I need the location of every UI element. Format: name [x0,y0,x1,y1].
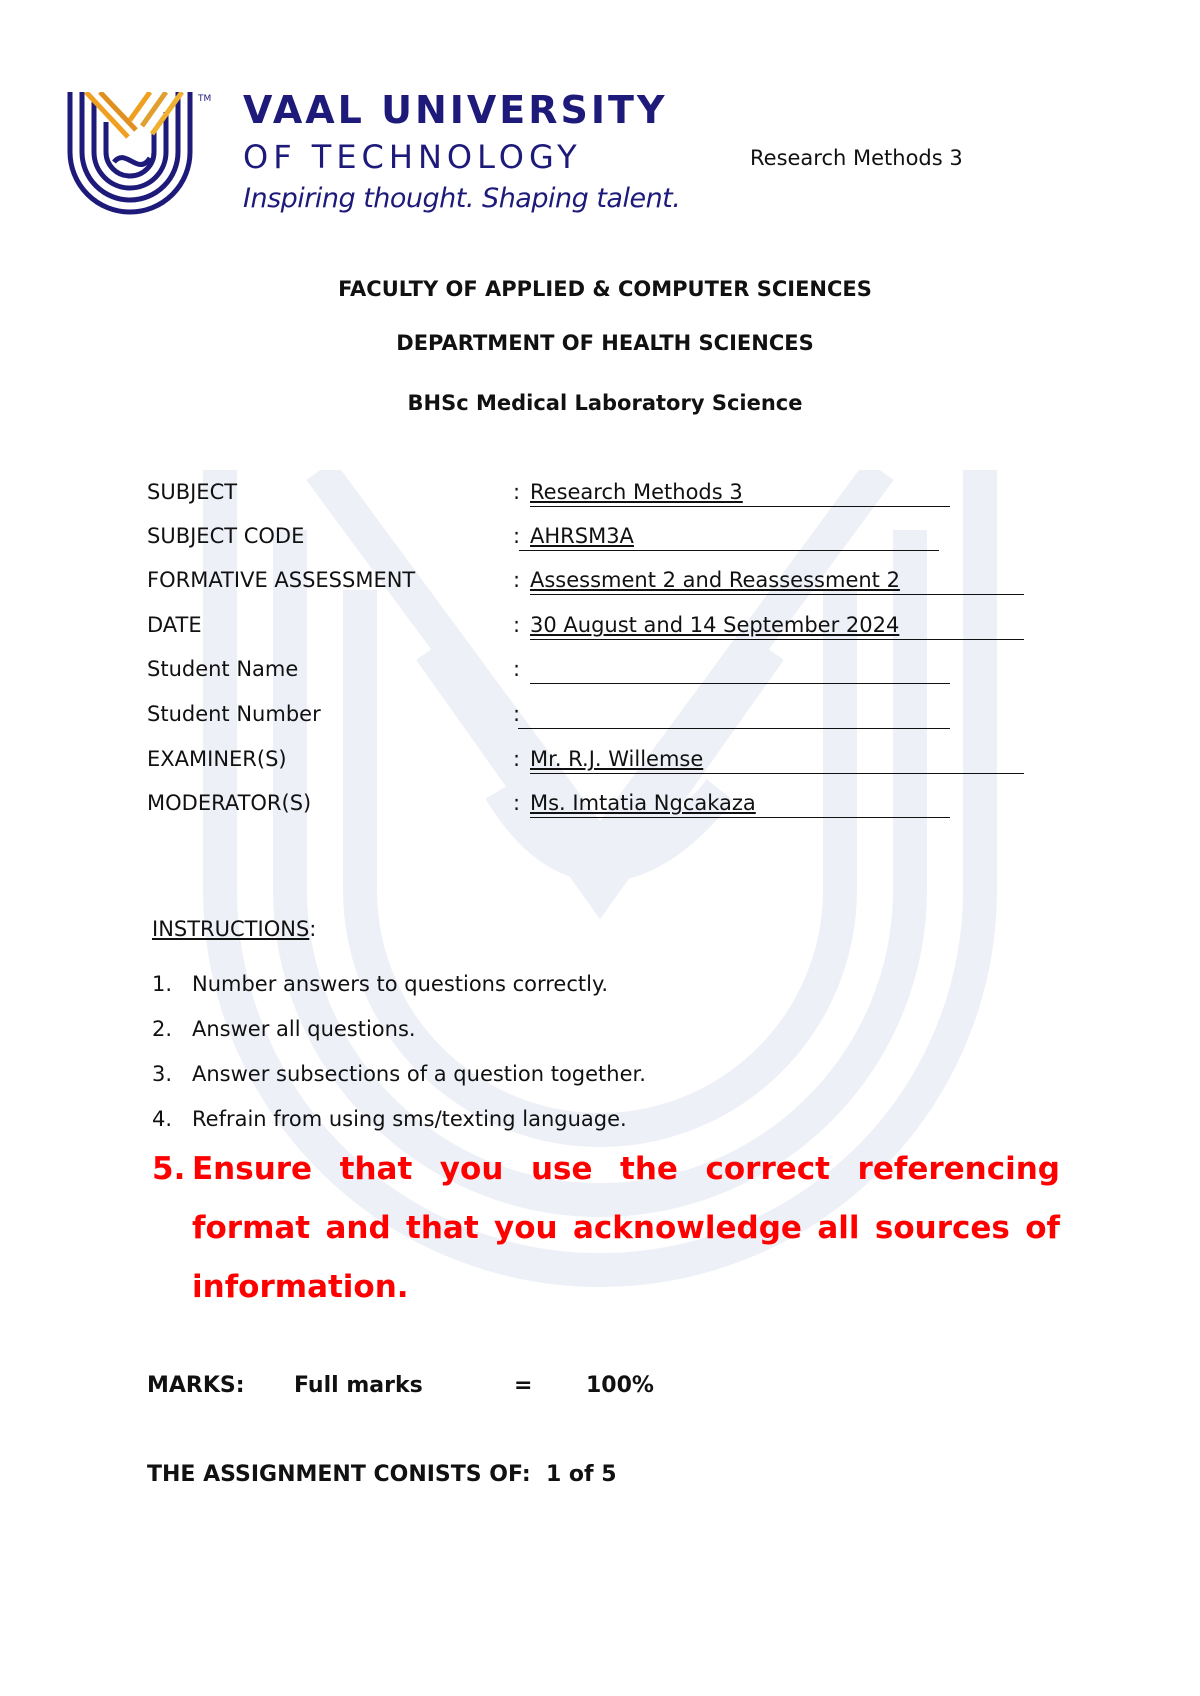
field-colon: : [513,791,521,815]
item-text: Ensure that you use the correct referencing format and that you acknowledge all sources of information. [192,1151,1060,1305]
logo-name-line2: OF TECHNOLOGY [243,138,582,176]
item-text: Number answers to questions correctly. [192,972,609,996]
instructions-heading-text: INSTRUCTIONS [152,917,310,941]
item-number: 4. [152,1107,173,1131]
field-colon: : [513,613,521,637]
field-value: Ms. Imtatia Ngcakaza [530,791,756,815]
field-underline [530,817,950,818]
instruction-item [152,1017,416,1041]
field-colon: : [513,480,521,504]
field-label: Student Name [147,657,299,681]
header-course-name: Research Methods 3 [750,146,963,170]
item-number: 1. [152,972,173,996]
field-label: SUBJECT CODE [147,524,305,548]
trademark-mark: TM [198,94,212,104]
field-value: Assessment 2 and Reassessment 2 [530,568,900,592]
field-label: DATE [147,613,202,637]
field-colon: : [513,568,521,592]
item-number: 2. [152,1017,173,1041]
faculty-title: FACULTY OF APPLIED & COMPUTER SCIENCES [338,277,872,301]
logo-tagline: Inspiring thought. Shaping talent. [243,183,681,214]
department-title: DEPARTMENT OF HEALTH SCIENCES [396,331,814,355]
field-underline [530,773,1024,774]
field-colon: : [513,747,521,771]
assignment-pages [147,1462,617,1487]
field-colon: : [513,524,521,548]
programme-title: BHSc Medical Laboratory Science [407,391,803,415]
field-value: AHRSM3A [530,524,634,548]
field-colon: : [513,702,521,726]
field-value: Mr. R.J. Willemse [530,747,704,771]
assignment-pages-value: 1 of 5 [545,1462,617,1487]
field-label: EXAMINER(S) [147,747,287,771]
instructions-heading [152,917,316,941]
instruction-item [152,1062,646,1086]
instruction-item [152,972,608,996]
item-number: 5. [152,1151,186,1187]
full-marks-label: Full marks [294,1373,423,1398]
item-text: Answer subsections of a question together. [192,1062,646,1086]
item-text: Answer all questions. [192,1017,416,1041]
instruction-item [152,1107,627,1131]
university-logo-icon [66,92,198,222]
field-underline [519,550,939,551]
item-text: Refrain from using sms/texting language. [192,1107,627,1131]
instructions-heading-colon: : [309,917,317,941]
field-label: Student Number [147,702,321,726]
item-number: 3. [152,1062,173,1086]
field-value: 30 August and 14 September 2024 [530,613,900,637]
logo-name-line1: VAAL UNIVERSITY [243,88,668,132]
field-label: SUBJECT [147,480,238,504]
student-name-input-line[interactable] [530,683,950,684]
marks-equals: = [514,1373,533,1398]
field-label: FORMATIVE ASSESSMENT [147,568,416,592]
marks-value: 100% [586,1373,654,1398]
assignment-pages-label: THE ASSIGNMENT CONISTS OF: [147,1462,531,1487]
field-underline [530,594,1024,595]
field-underline [530,506,950,507]
field-label: MODERATOR(S) [147,791,312,815]
instruction-item-highlighted [152,1140,1060,1317]
student-number-input-line[interactable] [518,728,950,729]
field-colon: : [513,657,521,681]
marks-label: MARKS: [147,1373,245,1398]
field-value: Research Methods 3 [530,480,743,504]
field-underline [530,639,1024,640]
